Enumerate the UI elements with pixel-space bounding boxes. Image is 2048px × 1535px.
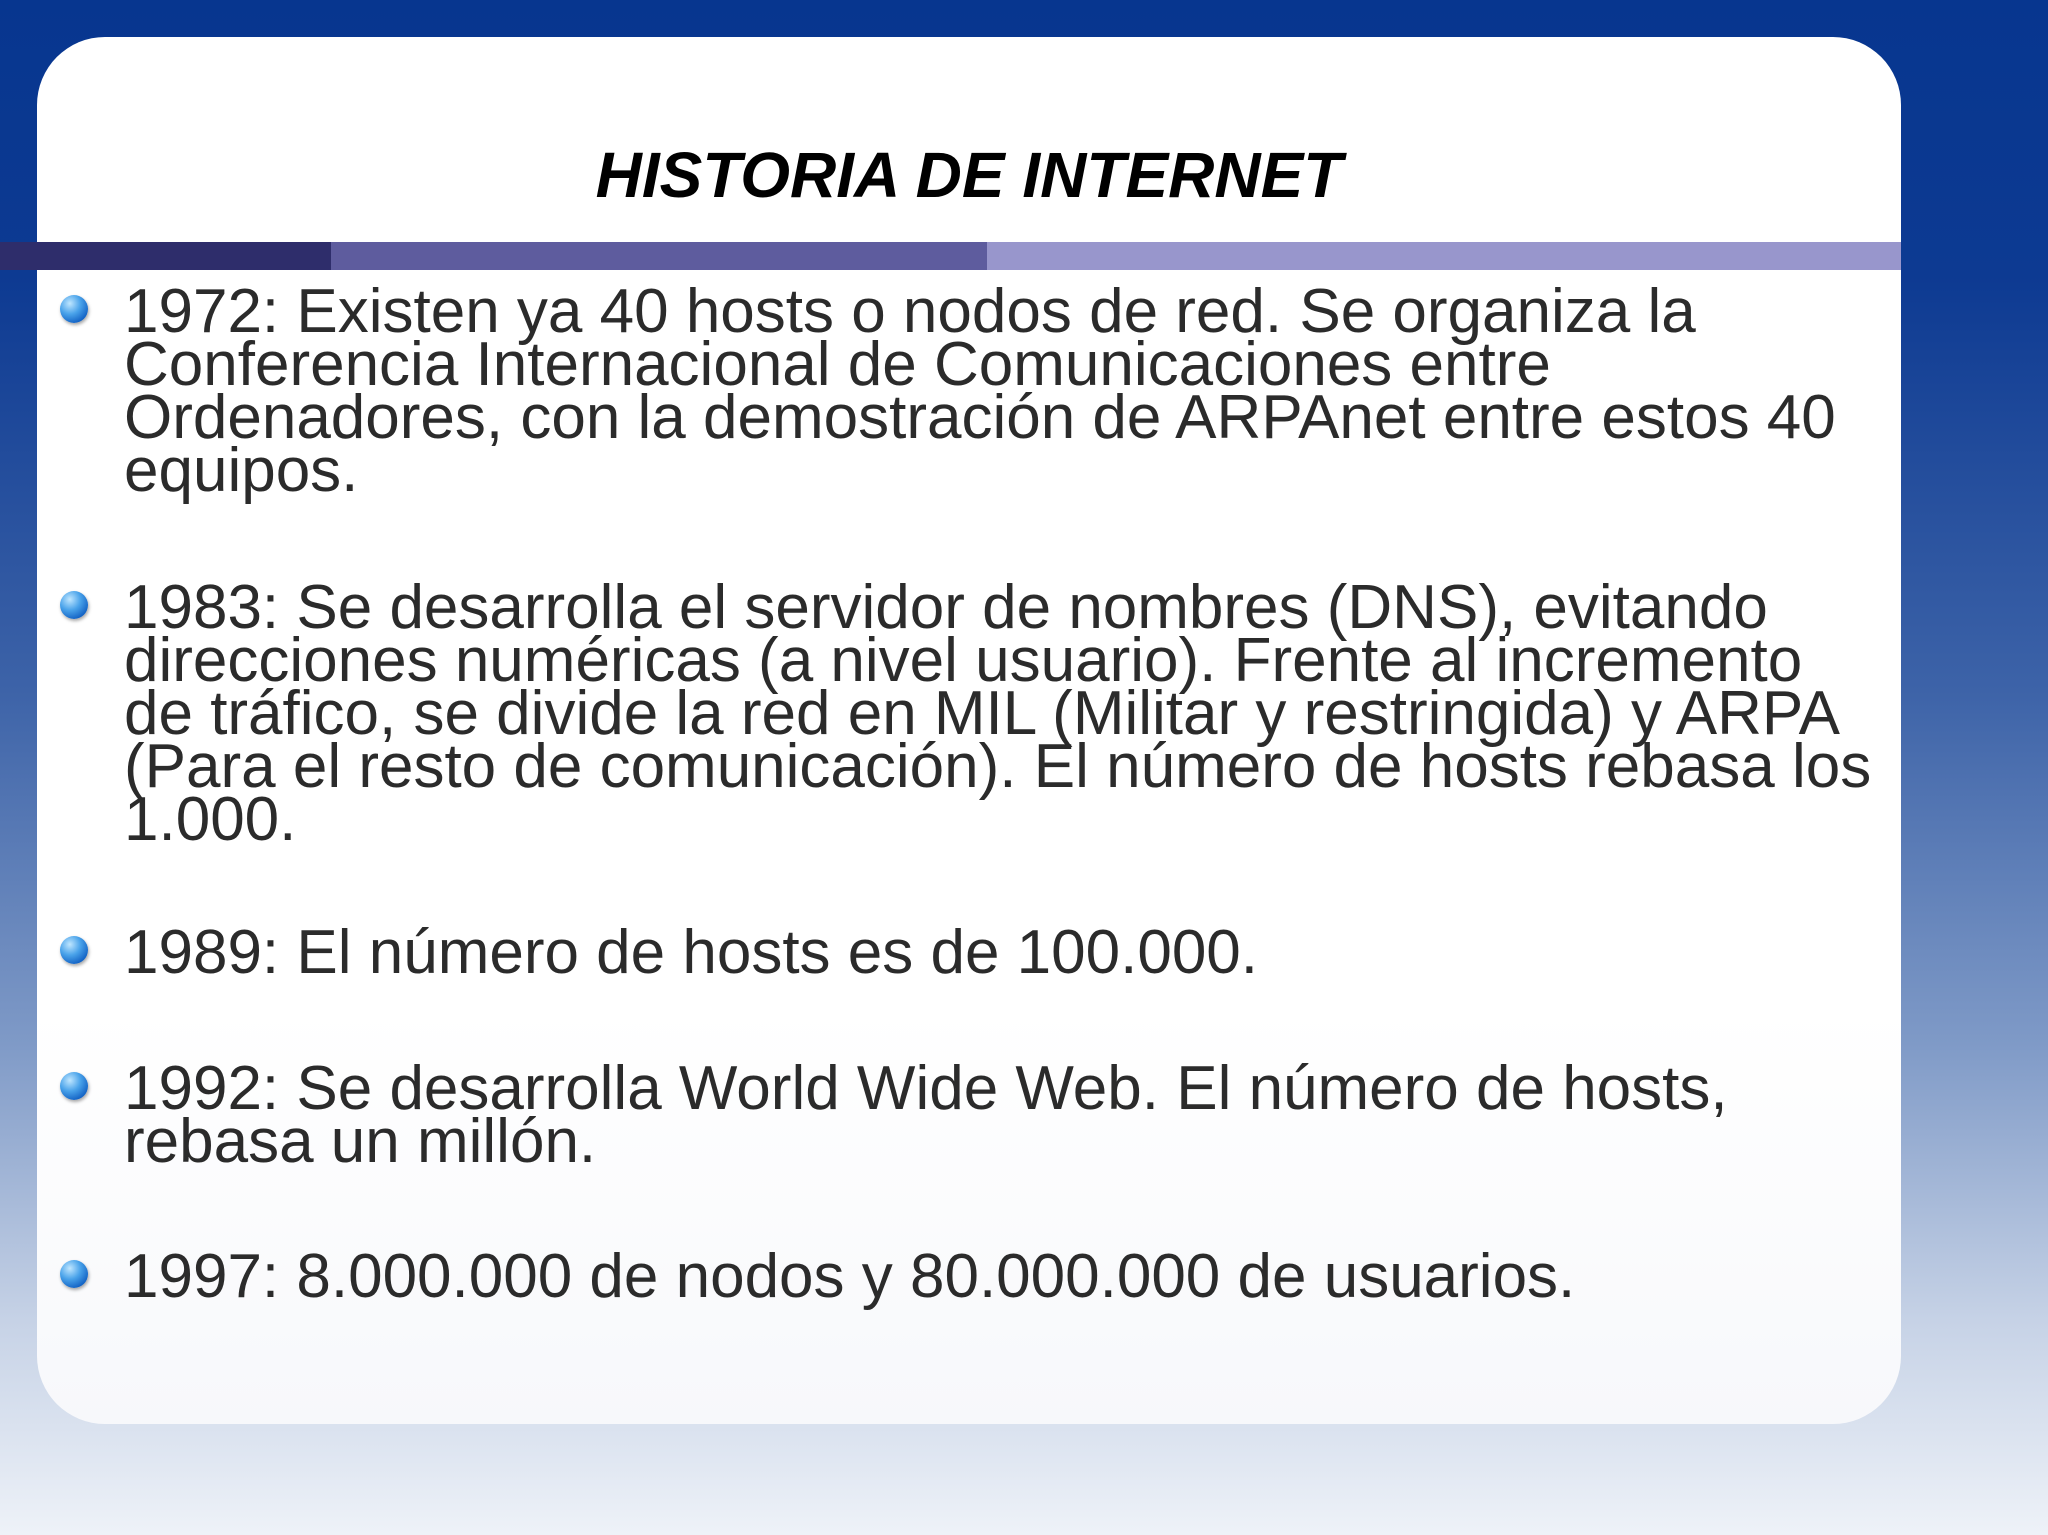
- bullet-text: 1989: El número de hosts es de 100.000.: [124, 918, 1259, 987]
- bullet-text: 1972: Existen ya 40 hosts o nodos de red. Se organiza la Conferencia Internacional de Comunicaciones entre Ordenadores, con la demostración de ARPAnet entre estos 40 equipos.: [124, 277, 1836, 505]
- bullet-icon: [60, 295, 88, 323]
- bullet-text: 1997: 8.000.000 de nodos y 80.000.000 de usuarios.: [124, 1242, 1576, 1311]
- bullet-item-1992: [124, 1054, 1884, 1176]
- bullet-item-1997: [124, 1242, 1884, 1311]
- bullet-item-1983: [124, 573, 1884, 854]
- bullet-icon: [60, 1260, 88, 1288]
- slide-title: HISTORIA DE INTERNET: [595, 139, 1343, 211]
- bullet-icon: [60, 1072, 88, 1100]
- bullet-text: 1983: Se desarrolla el servidor de nombres (DNS), evitando direcciones numéricas (a nivel usuario). Frente al incremento de tráfico, se divide la red en MIL (Militar y restringida) y ARPA (Para el resto de comunicación). El número de hosts rebasa los 1.000.: [124, 573, 1872, 854]
- bullet-text: 1992: Se desarrolla World Wide Web. El número de hosts, rebasa un millón.: [124, 1054, 1728, 1176]
- bullet-item-1972: [124, 277, 1884, 505]
- bullet-icon: [60, 936, 88, 964]
- bullet-item-1989: [124, 918, 1884, 987]
- bullet-icon: [60, 591, 88, 619]
